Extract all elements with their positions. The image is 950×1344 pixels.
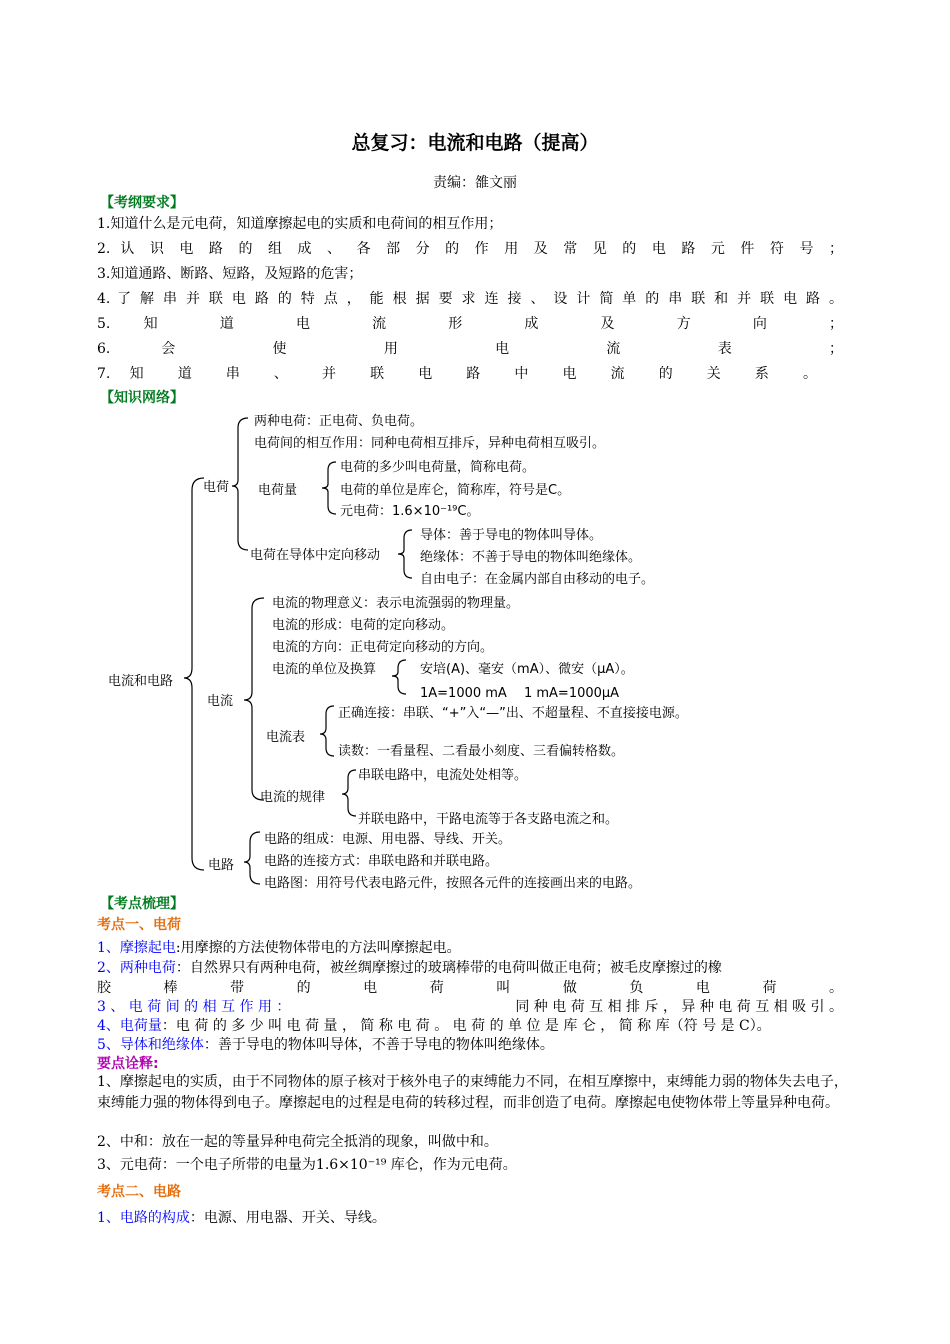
- movement-brace: [398, 530, 412, 578]
- tree-charge-quantity-item: 电荷的多少叫电荷量，简称电荷。: [340, 460, 536, 475]
- notes-heading: 要点诠释:: [97, 1056, 159, 1072]
- point1-item-label: 4、电荷量: [97, 1018, 162, 1034]
- page-title: 总复习：电流和电路（提高）: [351, 132, 599, 154]
- tree-circuit-item: 电路的连接方式：串联电路和并联电路。: [264, 854, 499, 869]
- section-points-heading: 【考点梳理】: [100, 896, 184, 912]
- point1-item-text: 同 种 电 荷 互 相 排 斥 ， 异 种 电 荷 互 相 吸 引 。: [515, 999, 843, 1015]
- section-outline-heading: 【考纲要求】: [100, 195, 184, 211]
- tree-current-law-item: 串联电路中，电流处处相等。: [358, 768, 528, 783]
- tree-charge-movement-item: 自由电子：在金属内部自由移动的电子。: [420, 572, 655, 587]
- circuit-brace: [244, 832, 260, 884]
- tree-charge-interaction: 电荷间的相互作用：同种电荷相互排斥，异种电荷相互吸引。: [254, 436, 606, 451]
- tree-charge-quantity-label: 电荷量: [258, 483, 298, 498]
- note-paragraph: 2、中和：放在一起的等量异种电荷完全抵消的现象，叫做中和。: [97, 1134, 498, 1150]
- tree-current-ammeter-item: 读数：一看量程、二看最小刻度、三看偏转格数。: [338, 744, 625, 759]
- point1-item: [97, 996, 843, 1016]
- outline-item: 2. 认 识 电 路 的 组 成 、 各 部 分 的 作 用 及 常 见 的 电 路 元 件 符 号 ；: [97, 241, 843, 257]
- ammeter-brace: [320, 706, 334, 756]
- tree-circuit-item: 电路的组成：电源、用电器、导线、开关。: [264, 832, 512, 847]
- point1-item: [97, 1034, 554, 1054]
- outline-item: 7. 知 道 串 、 并 联 电 路 中 电 流 的 关 系 。: [97, 366, 817, 382]
- tree-current-ammeter-label: 电流表: [266, 730, 306, 745]
- tree-current-formation: 电流的形成：电荷的定向移动。: [272, 618, 455, 633]
- tree-charge-movement-label: 电荷在导体中定向移动: [250, 548, 381, 563]
- tree-charge-movement-item: 绝缘体：不善于导电的物体叫绝缘体。: [420, 550, 642, 565]
- outline-item: 4. 了 解 串 并 联 电 路 的 特 点 ， 能 根 据 要 求 连 接 、 设 计 简 单 的 串 联 和 并 联 电 路 。: [97, 291, 843, 307]
- editor-line: 责编：雒文丽: [433, 175, 517, 191]
- tree-current-label: 电流: [207, 694, 234, 709]
- point1-item-label: 3 、 电 荷 间 的 相 互 作 用 ：: [97, 999, 291, 1015]
- point2-item-label: 1、电路的构成: [97, 1210, 190, 1226]
- tree-charge-quantity-item: 电荷的单位是库仑，简称库，符号是C。: [340, 483, 571, 498]
- tree-charge-two-kinds: 两种电荷：正电荷、负电荷。: [254, 414, 424, 429]
- point1-heading: 考点一、电荷: [97, 917, 181, 933]
- point1-item: [97, 957, 722, 977]
- quantity-brace: [322, 462, 336, 514]
- point1-item: [97, 937, 461, 957]
- charge-brace: [232, 418, 248, 550]
- point1-item-label: 5、导体和绝缘体: [97, 1037, 204, 1053]
- point1-item-label: 2、两种电荷: [97, 960, 176, 976]
- outline-item: 5. 知 道 电 流 形 成 及 方 向 ；: [97, 316, 843, 332]
- root-brace: [184, 478, 204, 870]
- point1-item-text: ：电 荷 的 多 少 叫 电 荷 量 ， 简 称 电 荷 。 电 荷 的 单 位 是 库 仑 ， 简 称 库（符 号 是 C）。: [161, 1018, 771, 1034]
- tree-current-ammeter-item: 正确连接：串联、“+”入“—”出、不超量程、不直接接电源。: [338, 706, 688, 721]
- current-brace: [244, 598, 264, 800]
- section-network-heading: 【知识网络】: [100, 390, 184, 406]
- outline-item: 3.知道通路、断路、短路，及短路的危害；: [97, 266, 363, 282]
- outline-item: 6. 会 使 用 电 流 表 ；: [97, 341, 843, 357]
- tree-charge-movement-item: 导体：善于导电的物体叫导体。: [420, 528, 603, 543]
- tree-current-unit-item: 1A=1000 mA 1 mA=1000μA: [420, 686, 620, 701]
- tree-charge-quantity-item: 元电荷：1.6×10⁻¹⁹C。: [340, 504, 480, 519]
- point1-item: [97, 1015, 771, 1035]
- note-paragraph: 1、摩擦起电的实质，由于不同物体的原子核对于核外电子的束缚能力不同，在相互摩擦中，束缚能力弱的物体失去电子，束缚能力强的物体得到电子。摩擦起电的过程是电荷的转移过程，而非创造了电荷。摩擦起电使物体带上等量异种电荷。: [97, 1074, 848, 1111]
- point2-heading: 考点二、电路: [97, 1184, 181, 1200]
- tree-current-law-item: 并联电路中，干路电流等于各支路电流之和。: [358, 812, 619, 827]
- point1-item-text: ：自然界只有两种电荷，被丝绸摩擦过的玻璃棒带的电荷叫做正电荷；被毛皮摩擦过的橡: [175, 960, 722, 976]
- tree-current-law-label: 电流的规律: [260, 790, 326, 805]
- unit-brace: [392, 660, 406, 694]
- point2-item: [97, 1207, 386, 1227]
- point1-item-text: ：善于导电的物体叫导体，不善于导电的物体叫绝缘体。: [203, 1037, 554, 1053]
- point1-item-label: 1、摩擦起电: [97, 940, 176, 956]
- tree-current-direction: 电流的方向：正电荷定向移动的方向。: [272, 640, 494, 655]
- note-paragraph: 3、元电荷：一个电子所带的电量为1.6×10⁻¹⁹ 库仑，作为元电荷。: [97, 1157, 517, 1173]
- point1-item-continued: 胶 棒 带 的 电 荷 叫 做 负 电 荷 。: [97, 980, 843, 996]
- tree-root-label: 电流和电路: [108, 674, 174, 689]
- outline-item: 1.知道什么是元电荷，知道摩擦起电的实质和电荷间的相互作用；: [97, 216, 503, 232]
- tree-circuit-item: 电路图：用符号代表电路元件，按照各元件的连接画出来的电路。: [264, 876, 642, 891]
- tree-current-unit-item: 安培(A)、毫安（mA）、微安（μA）。: [420, 662, 634, 677]
- law-brace: [342, 770, 356, 816]
- tree-circuit-label: 电路: [208, 858, 235, 873]
- tree-current-meaning: 电流的物理意义：表示电流强弱的物理量。: [272, 596, 520, 611]
- point1-item-text: :用摩擦的方法使物体带电的方法叫摩擦起电。: [175, 940, 461, 956]
- tree-charge-label: 电荷: [203, 480, 230, 495]
- point2-item-text: ：电源、用电器、开关、导线。: [189, 1210, 386, 1226]
- tree-current-unit-label: 电流的单位及换算: [272, 662, 377, 677]
